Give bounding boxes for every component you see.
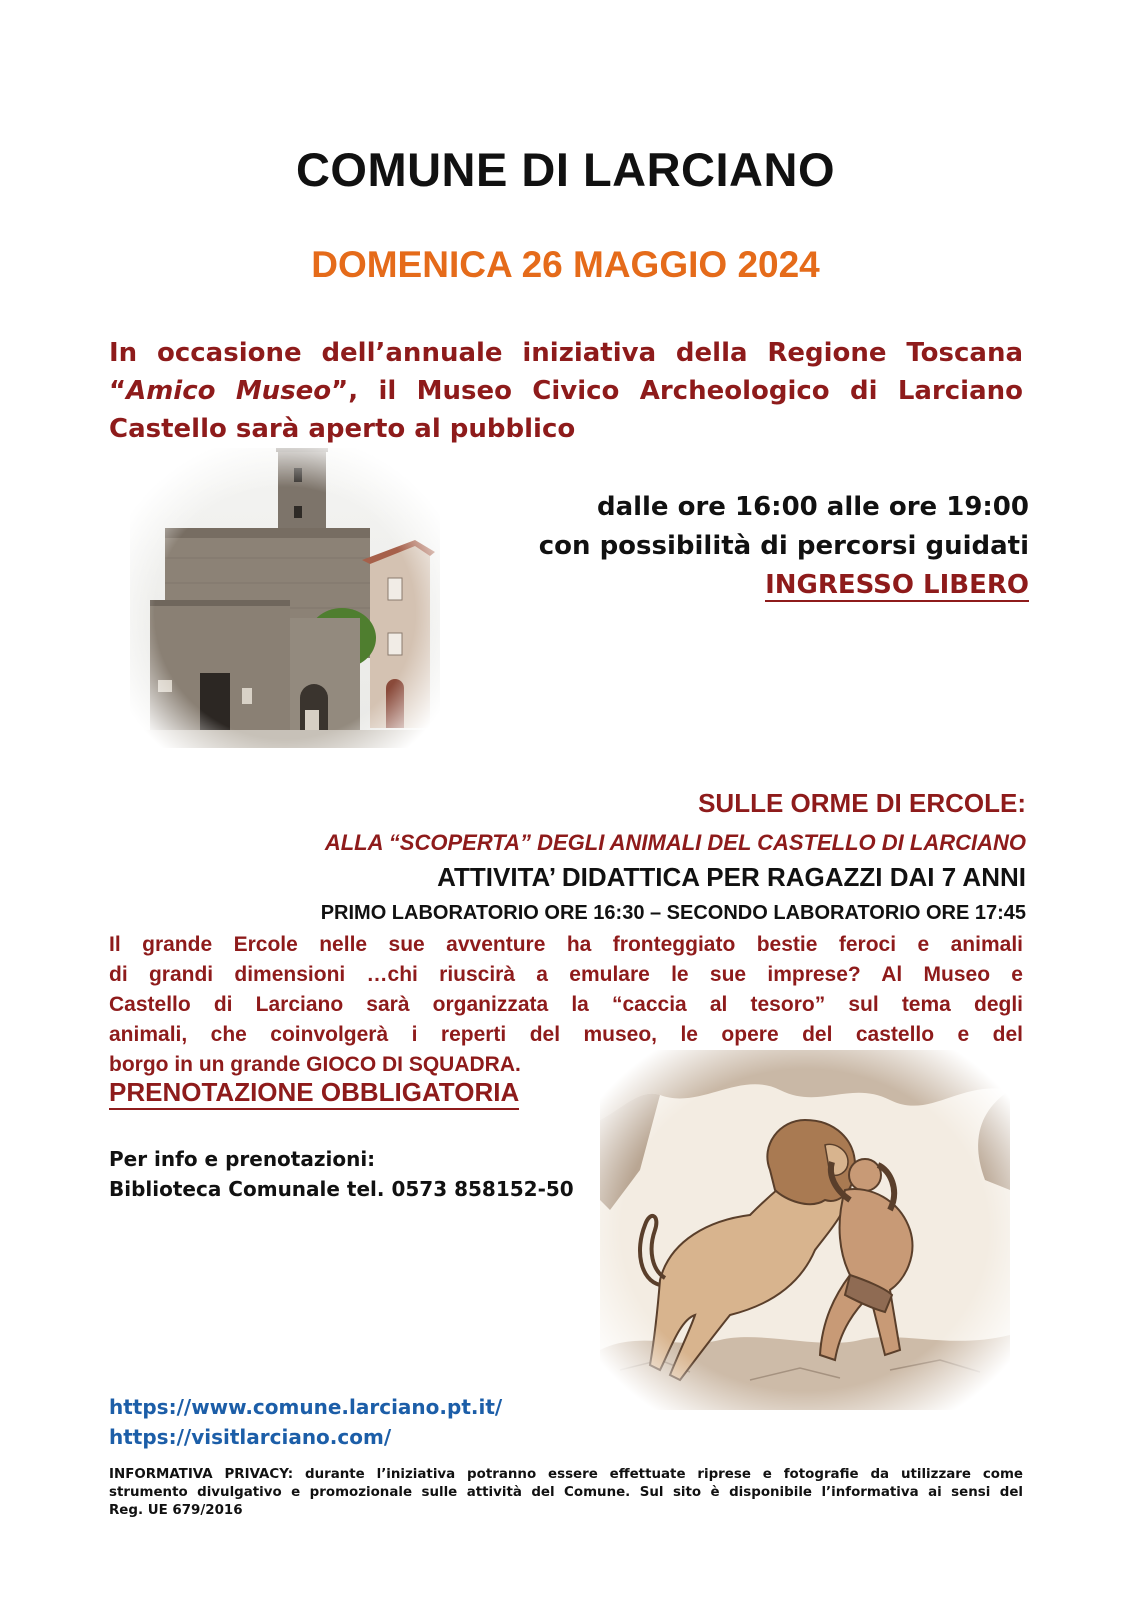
free-entry: INGRESSO LIBERO [765,570,1029,600]
description-line: Il grande Ercole nelle sue avventure ha fronteggiato bestie feroci e animali [109,933,1023,956]
description-line: animali, che coinvolgerà i reperti del museo, le opere del castello e del [109,1023,1023,1046]
event-date: DOMENICA 26 MAGGIO 2024 [311,244,820,285]
privacy-line: INFORMATIVA PRIVACY: durante l’iniziativa potranno essere effettuate riprese e fotografie da utilizzare come [109,1467,1023,1482]
castle-photo [130,448,440,748]
hours-time: dalle ore 16:00 alle ore 19:00 [596,492,1029,522]
booking-required: PRENOTAZIONE OBBLIGATORIA [109,1076,519,1110]
activity-title: SULLE ORME DI ERCOLE: [698,788,1026,818]
privacy-line: Reg. UE 679/2016 [109,1503,243,1518]
contact-label: Per info e prenotazioni: [109,1147,376,1171]
description-line: borgo in un grande GIOCO DI SQUADRA. [109,1053,521,1076]
description-line: Castello di Larciano sarà organizzata la “caccia al tesoro” sul tema degli [109,993,1023,1016]
opening-hours [539,488,1029,605]
contact-info [109,1144,574,1204]
activity-schedule: PRIMO LABORATORIO ORE 16:30 – SECONDO LABORATORIO ORE 17:45 [320,902,1026,924]
intro-paragraph [109,334,1023,448]
amico-museo-title: Amico Museo [126,376,332,406]
activity-subtitle: ALLA “SCOPERTA” DEGLI ANIMALI DEL CASTELLO DI LARCIANO [324,830,1026,855]
quote-open: “ [109,376,127,406]
intro-line-3: Castello sarà aperto al pubblico [109,414,576,444]
visitlarciano-link[interactable]: https://visitlarciano.com/ [109,1425,392,1449]
page-title: COMUNE DI LARCIANO [295,143,836,196]
intro-line-1: In occasione dell’annuale iniziativa della Regione Toscana [109,338,1023,368]
contact-phone: Biblioteca Comunale tel. 0573 858152-50 [109,1177,574,1201]
website-links [109,1392,502,1452]
activity-audience: ATTIVITA’ DIDATTICA PER RAGAZZI DAI 7 ANNI [437,862,1026,892]
privacy-notice [109,1466,1023,1520]
guided-tours: con possibilità di percorsi guidati [538,531,1029,561]
intro-line-2-rest: ”, il Museo Civico Archeologico di Larciano [331,376,1023,406]
intro-line-2 [109,372,1023,410]
hercules-lion-illustration [600,1050,1010,1410]
comune-website-link[interactable]: https://www.comune.larciano.pt.it/ [109,1395,503,1419]
description-line: di grandi dimensioni …chi riuscirà a emulare le sue imprese? Al Museo e [109,963,1023,986]
privacy-line: strumento divulgativo e promozionale sulle attività del Comune. Sul sito è disponibile l’informativa ai sensi del [109,1485,1023,1500]
